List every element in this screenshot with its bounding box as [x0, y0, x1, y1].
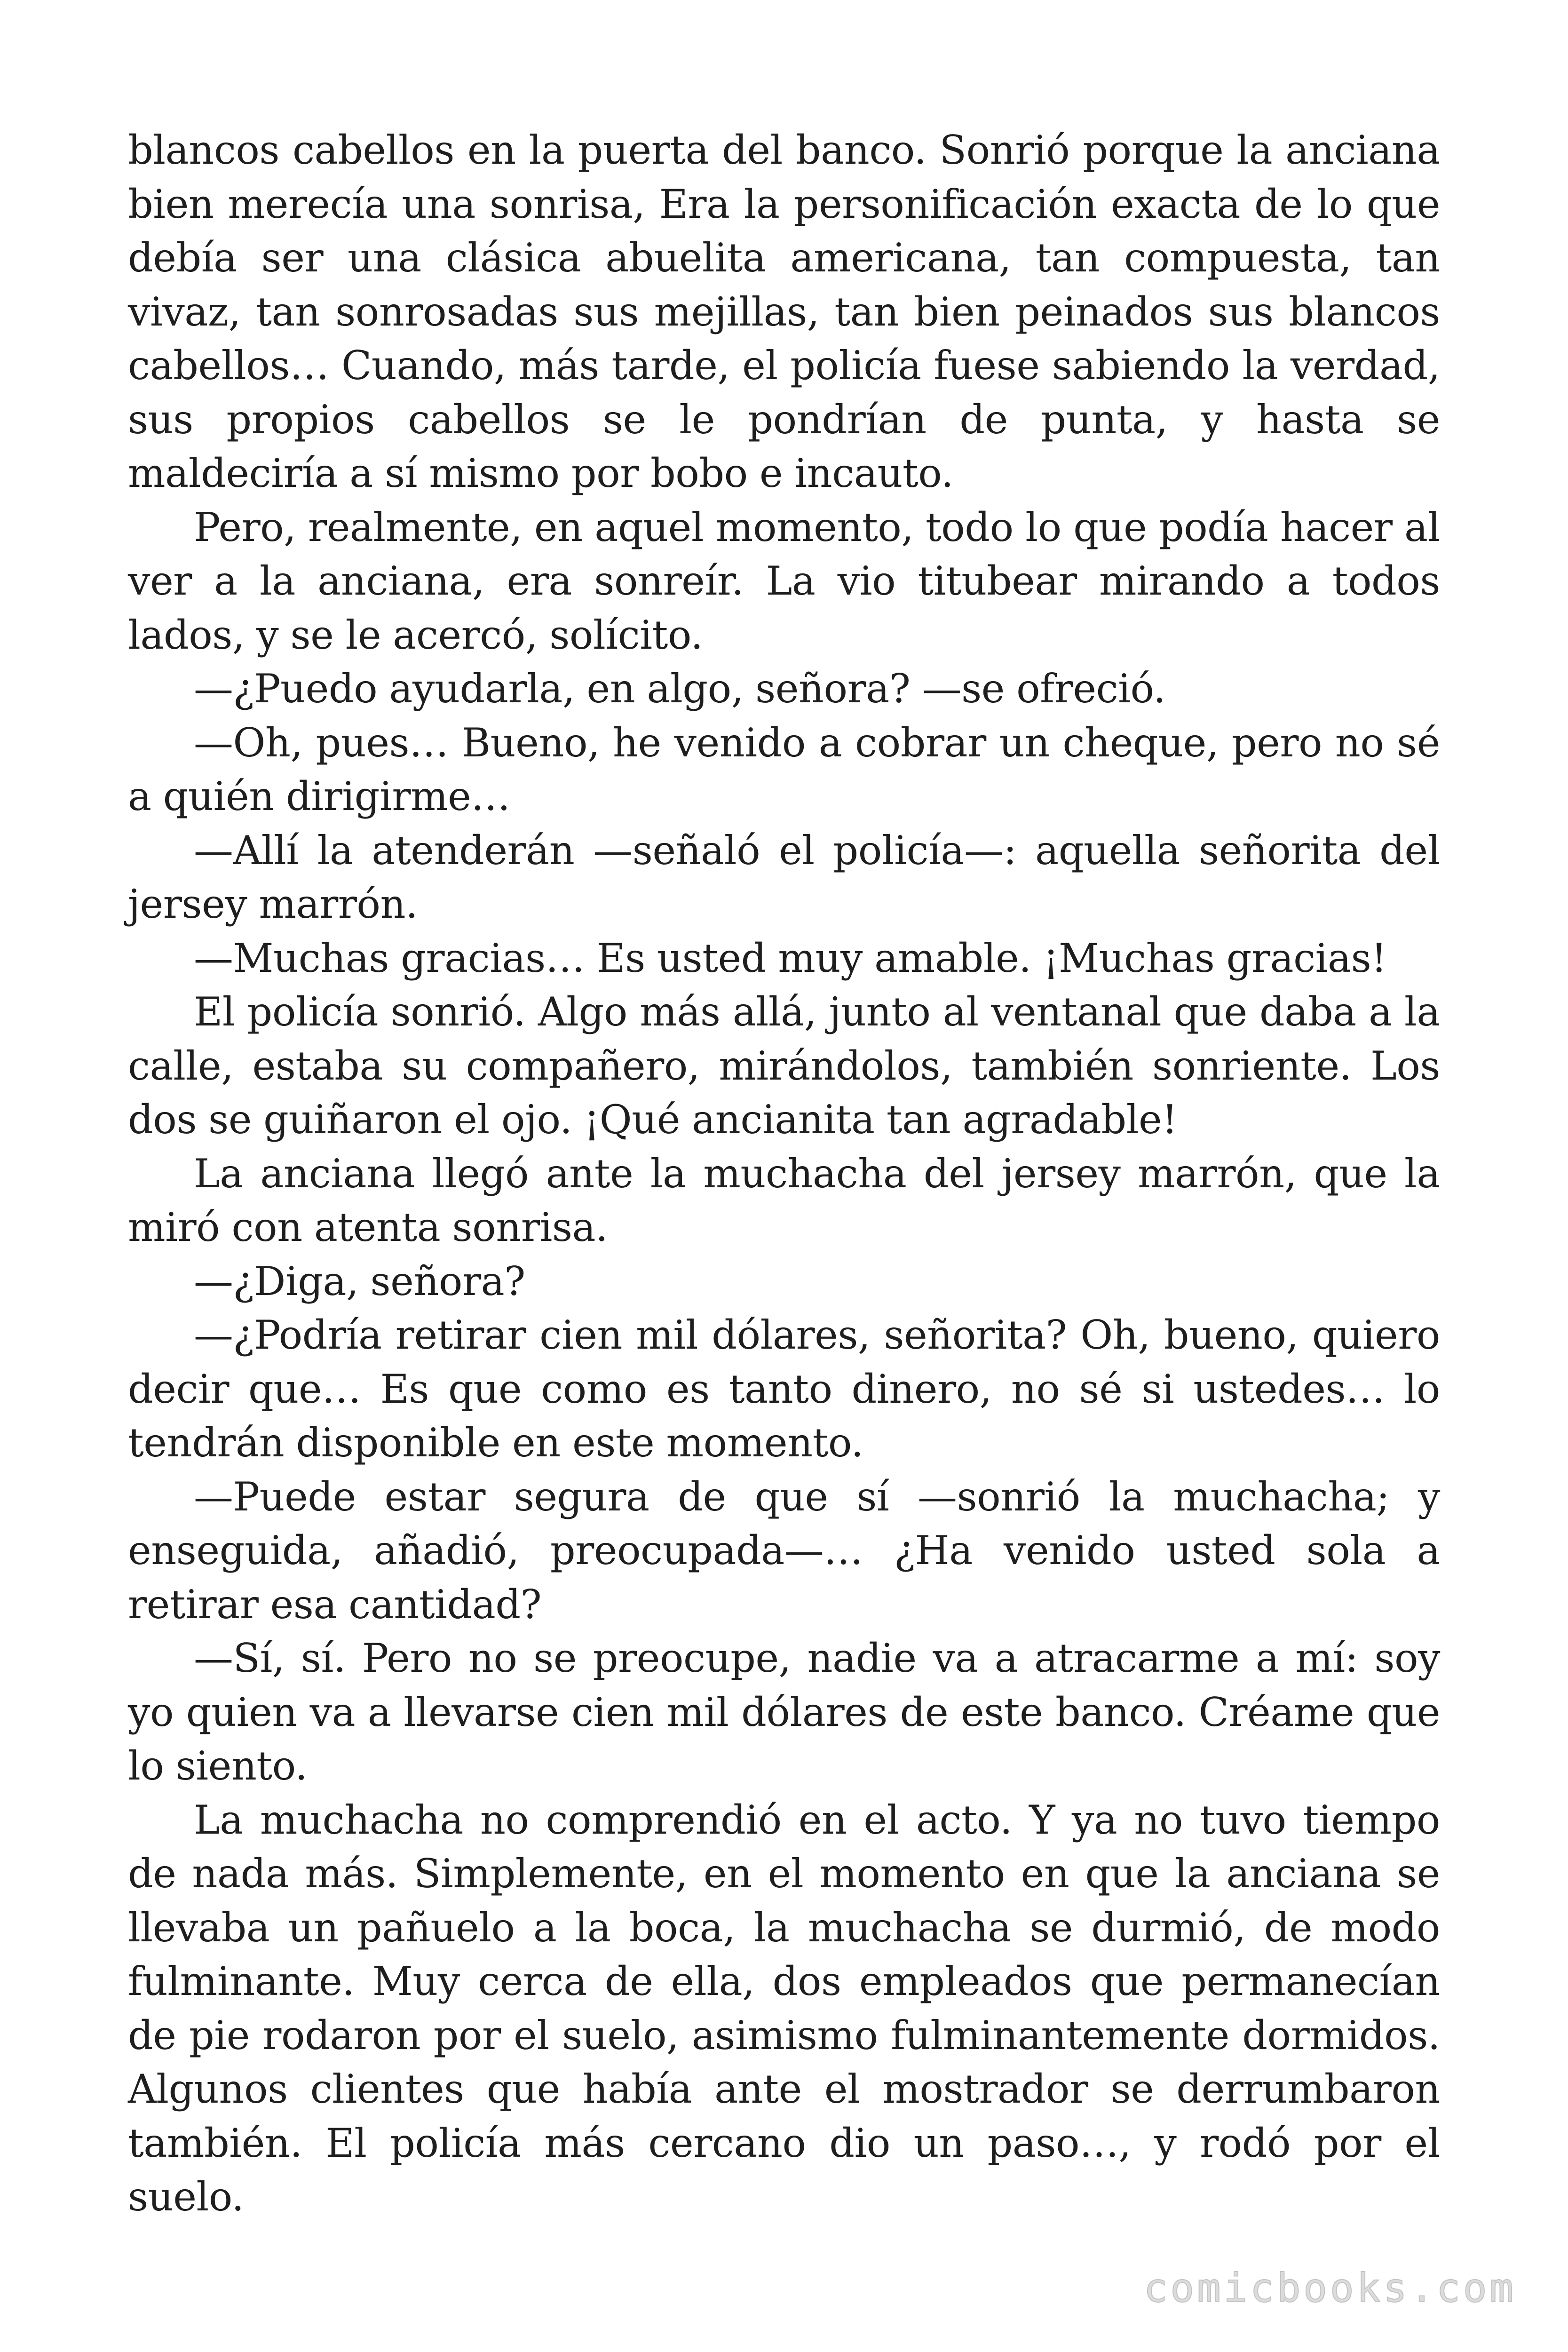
book-page-text — [128, 123, 1440, 2224]
paragraph: blancos cabellos en la puerta del banco. Sonrió porque la anciana bien merecía una sonrisa, Era la personificación exacta de lo que debía ser una clásica abuelita americana, tan compuesta, tan vivaz, tan sonrosadas sus mejillas, tan bien peinados sus blancos cabellos… Cuando, más tarde, el policía fuese sabiendo la verdad, sus propios cabellos se le pondrían de punta, y hasta se maldeciría a sí mismo por bobo e incauto. — [128, 127, 1440, 496]
paragraph: La muchacha no comprendió en el acto. Y ya no tuvo tiempo de nada más. Simplemente, en el momento en que la anciana se llevaba un pañuelo a la boca, la muchacha se durmió, de modo fulminante. Muy cerca de ella, dos empleados que permanecían de pie rodaron por el suelo, asimismo fulminantemente dormidos. Algunos clientes que había ante el mostrador se derrumbaron también. El policía más cercano dio un paso…, y rodó por el suelo. — [128, 1796, 1440, 2220]
dialogue-line: —¿Puedo ayudarla, en algo, señora? —se ofreció. — [194, 666, 1166, 712]
dialogue-line: —Allí la atenderán —señaló el policía—: aquella señorita del jersey marrón. — [128, 827, 1440, 927]
dialogue-line: —Muchas gracias… Es usted muy amable. ¡Muchas gracias! — [194, 935, 1387, 981]
dialogue-line: —¿Diga, señora? — [194, 1258, 525, 1304]
paragraph: La anciana llegó ante la muchacha del jersey marrón, que la miró con atenta sonrisa. — [128, 1150, 1440, 1250]
dialogue-line: —Oh, pues… Bueno, he venido a cobrar un cheque, pero no sé a quién dirigirme… — [128, 719, 1440, 819]
paragraph: Pero, realmente, en aquel momento, todo lo que podía hacer al ver a la anciana, era sonreír. La vio titubear mirando a todos lados, y se le acercó, solícito. — [128, 504, 1440, 658]
dialogue-line: —Puede estar segura de que sí —sonrió la muchacha; y enseguida, añadió, preocupada—… ¿Ha venido usted sola a retirar esa cantidad? — [128, 1473, 1440, 1628]
watermark: comicbooks.com — [1143, 2265, 1516, 2311]
dialogue-line: —Sí, sí. Pero no se preocupe, nadie va a atracarme a mí: soy yo quien va a llevarse cien mil dólares de este banco. Créame que lo siento. — [128, 1635, 1440, 1789]
dialogue-line: —¿Podría retirar cien mil dólares, señorita? Oh, bueno, quiero decir que… Es que como es tanto dinero, no sé si ustedes… lo tendrán disponible en este momento. — [128, 1312, 1440, 1466]
paragraph: El policía sonrió. Algo más allá, junto al ventanal que daba a la calle, estaba su compañero, mirándolos, también sonriente. Los dos se guiñaron el ojo. ¡Qué ancianita tan agradable! — [128, 989, 1440, 1143]
